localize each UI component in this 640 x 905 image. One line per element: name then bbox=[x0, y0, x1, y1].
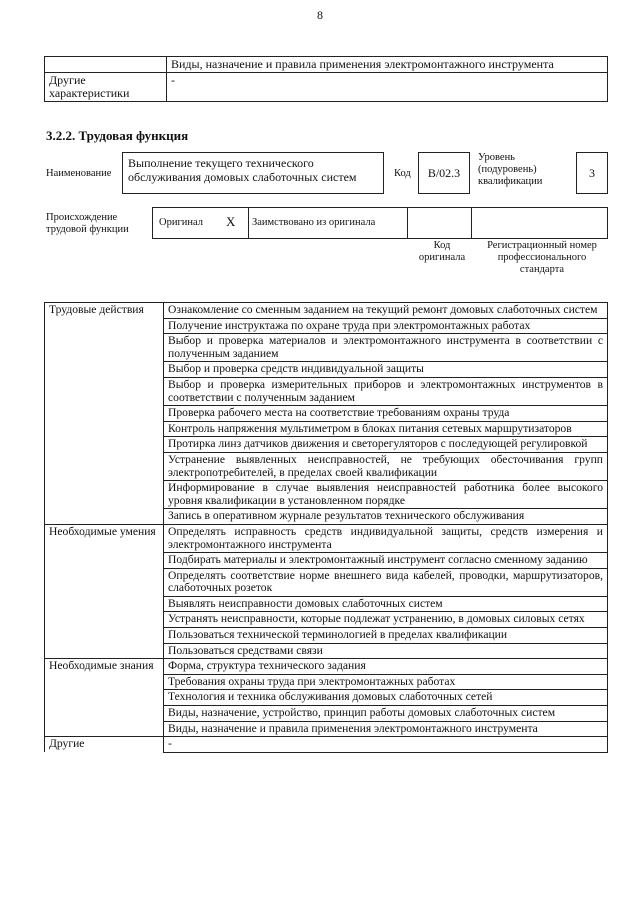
item-cell: Выбор и проверка измерительных приборов и электромонтажных инструментов в соответствии с полученным заданием bbox=[164, 377, 608, 405]
function-name-box: Выполнение текущего технического обслуживания домовых слаботочных систем bbox=[122, 152, 384, 194]
table-cell: Виды, назначение и правила применения электромонтажного инструмента bbox=[167, 57, 608, 73]
category-cell bbox=[45, 628, 164, 644]
category-cell bbox=[45, 362, 164, 378]
item-cell: Пользоваться технической терминологией в пределах квалификации bbox=[164, 628, 608, 644]
table-row bbox=[45, 421, 608, 437]
table-row bbox=[45, 481, 608, 509]
table-row bbox=[45, 674, 608, 690]
category-cell bbox=[45, 452, 164, 480]
table-row bbox=[45, 318, 608, 334]
category-cell: Необходимые знания bbox=[45, 659, 164, 675]
item-cell: Определять исправность средств индивидуальной защиты, средств измерения и электромонтажного инструмента bbox=[164, 524, 608, 552]
item-cell: Ознакомление со сменным заданием на текущий ремонт домовых слаботочных систем bbox=[164, 303, 608, 319]
category-cell bbox=[45, 481, 164, 509]
table-row bbox=[45, 73, 608, 102]
item-cell: Контроль напряжения мультиметром в блоках питания сетевых маршрутизаторов bbox=[164, 421, 608, 437]
item-cell: Устранение выявленных неисправностей, не требующих обесточивания групп электропотребителей, в пределах своей квалификации bbox=[164, 452, 608, 480]
category-cell bbox=[45, 674, 164, 690]
item-cell: Пользоваться средствами связи bbox=[164, 643, 608, 659]
table-cell: - bbox=[167, 73, 608, 102]
table-row bbox=[45, 509, 608, 525]
original-code-cell bbox=[408, 207, 472, 239]
item-cell: Выбор и проверка средств индивидуальной защиты bbox=[164, 362, 608, 378]
registration-cell bbox=[472, 207, 608, 239]
item-cell: Виды, назначение и правила применения электромонтажного инструмента bbox=[164, 721, 608, 737]
registration-caption: Регистрационный номер профессионального стандарта bbox=[487, 240, 597, 275]
category-cell bbox=[45, 553, 164, 569]
name-label: Наименование bbox=[46, 168, 112, 179]
category-cell bbox=[45, 643, 164, 659]
table-row bbox=[45, 334, 608, 362]
row-label: Другие характеристики bbox=[45, 73, 167, 102]
item-cell: Технология и техника обслуживания домовых слаботочных сетей bbox=[164, 690, 608, 706]
table-row bbox=[45, 568, 608, 596]
borrowed-label: Заимствовано из оригинала bbox=[252, 217, 376, 228]
item-cell: Виды, назначение, устройство, принцип работы домовых слаботочных систем bbox=[164, 706, 608, 722]
original-mark: X bbox=[226, 214, 236, 229]
code-label: Код bbox=[394, 168, 411, 179]
borrowed-cell bbox=[248, 207, 408, 239]
level-label: Уровень (подуровень) квалификации bbox=[478, 152, 543, 187]
function-details-table bbox=[44, 302, 608, 753]
page-number: 8 bbox=[317, 8, 323, 22]
category-cell bbox=[45, 334, 164, 362]
item-cell: - bbox=[164, 737, 608, 753]
level-box: 3 bbox=[576, 152, 608, 194]
table-row bbox=[45, 596, 608, 612]
table-row bbox=[45, 643, 608, 659]
item-cell: Выявлять неисправности домовых слаботочных систем bbox=[164, 596, 608, 612]
code-caption: Код оригинала bbox=[418, 240, 466, 263]
table-row bbox=[45, 362, 608, 378]
category-cell bbox=[45, 721, 164, 737]
table-row bbox=[45, 706, 608, 722]
category-cell bbox=[45, 568, 164, 596]
table-row bbox=[45, 553, 608, 569]
table-row bbox=[45, 690, 608, 706]
item-cell: Устранять неисправности, которые подлежат устранению, в домовых силовых сетях bbox=[164, 612, 608, 628]
category-cell: Трудовые действия bbox=[45, 303, 164, 319]
table-row bbox=[45, 628, 608, 644]
table-row bbox=[45, 721, 608, 737]
item-cell: Требования охраны труда при электромонтажных работах bbox=[164, 674, 608, 690]
item-cell: Протирка линз датчиков движения и светорегуляторов с последующей регулировкой bbox=[164, 437, 608, 453]
table-cell bbox=[45, 57, 167, 73]
category-cell bbox=[45, 421, 164, 437]
section-title: 3.2.2. Трудовая функция bbox=[46, 128, 189, 143]
item-cell: Проверка рабочего места на соответствие требованиям охраны труда bbox=[164, 406, 608, 422]
item-cell: Получение инструктажа по охране труда при электромонтажных работах bbox=[164, 318, 608, 334]
category-cell bbox=[45, 706, 164, 722]
item-cell: Запись в оперативном журнале результатов технического обслуживания bbox=[164, 509, 608, 525]
category-cell: Необходимые умения bbox=[45, 524, 164, 552]
category-cell bbox=[45, 406, 164, 422]
top-fragment-table bbox=[44, 56, 608, 102]
category-cell bbox=[45, 612, 164, 628]
table-row bbox=[45, 524, 608, 552]
original-label: Оригинал bbox=[159, 217, 203, 228]
category-cell: Другие bbox=[45, 737, 164, 753]
table-row bbox=[45, 406, 608, 422]
table-row bbox=[45, 612, 608, 628]
item-cell: Форма, структура технического задания bbox=[164, 659, 608, 675]
table-row bbox=[45, 57, 608, 73]
category-cell bbox=[45, 596, 164, 612]
category-cell bbox=[45, 437, 164, 453]
table-row bbox=[45, 377, 608, 405]
origin-row bbox=[152, 207, 608, 239]
function-code-box: В/02.3 bbox=[418, 152, 470, 194]
table-row bbox=[45, 452, 608, 480]
category-cell bbox=[45, 318, 164, 334]
item-cell: Определять соответствие норме внешнего вида кабелей, проводки, маршрутизаторов, слаботочных розеток bbox=[164, 568, 608, 596]
category-cell bbox=[45, 509, 164, 525]
category-cell bbox=[45, 377, 164, 405]
category-cell bbox=[45, 690, 164, 706]
item-cell: Подбирать материалы и электромонтажный инструмент согласно сменному заданию bbox=[164, 553, 608, 569]
table-row bbox=[45, 659, 608, 675]
origin-label: Происхождение трудовой функции bbox=[46, 212, 129, 235]
table-row bbox=[45, 437, 608, 453]
table-row bbox=[45, 737, 608, 753]
table-row bbox=[45, 303, 608, 319]
item-cell: Информирование в случае выявления неисправностей работника более высокого уровня квалификации в установленном порядке bbox=[164, 481, 608, 509]
item-cell: Выбор и проверка материалов и электромонтажного инструмента в соответствии с полученным заданием bbox=[164, 334, 608, 362]
